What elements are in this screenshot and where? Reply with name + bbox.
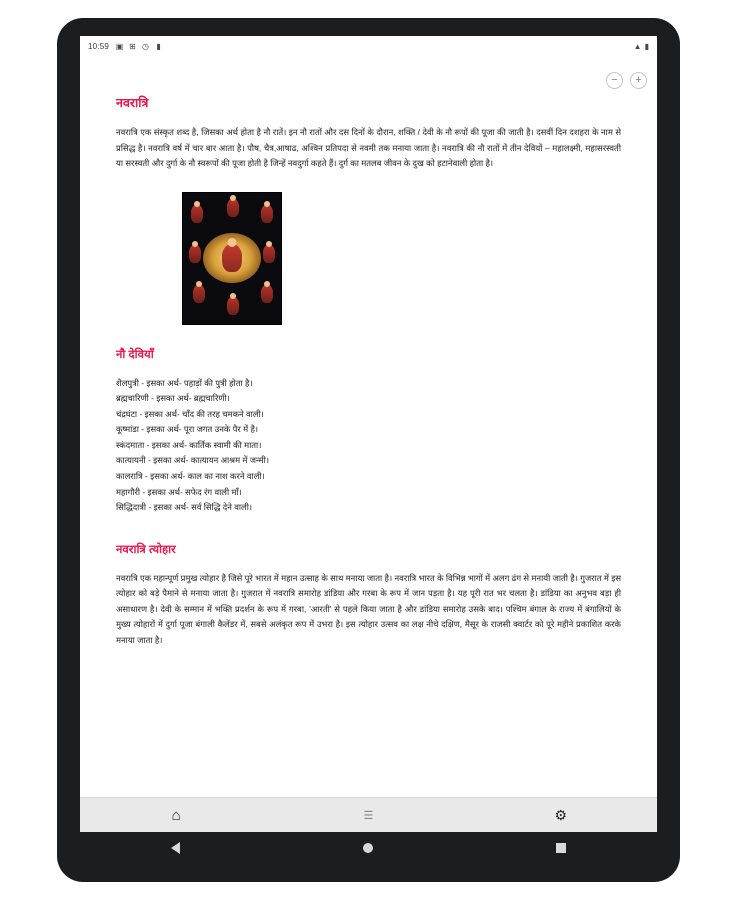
list-item: कूष्मांडा - इसका अर्थ- पूरा जगत उनके पैर में है। xyxy=(116,424,259,435)
grid-icon: ⊞ xyxy=(129,41,136,51)
list-item: कात्यायनी - इसका अर्थ- कात्यायन आश्रम में जन्मी। xyxy=(116,455,270,466)
wifi-icon: ▲ xyxy=(633,41,642,51)
home-button[interactable] xyxy=(363,843,373,853)
settings-icon[interactable]: ⚙ xyxy=(554,807,568,823)
deity-figure xyxy=(189,245,201,263)
deity-figure xyxy=(191,205,203,223)
list-item: सिद्धिदात्री - इसका अर्थ- सर्व सिद्धि देने वाली। xyxy=(116,502,253,513)
list-item: कालरात्रि - इसका अर्थ- काल का नाश करने वाली। xyxy=(116,471,265,482)
page-title: नवरात्रि xyxy=(116,96,149,110)
central-deity-figure xyxy=(222,244,242,272)
home-icon[interactable]: ⌂ xyxy=(171,807,181,824)
section-title-nine-goddesses: नौ देवियाँ xyxy=(116,348,154,361)
status-right-icons xyxy=(634,42,649,51)
deity-figure xyxy=(261,205,273,223)
deity-figure xyxy=(263,245,275,263)
list-icon[interactable]: ☰ xyxy=(363,810,374,822)
status-left-icons xyxy=(115,42,163,51)
list-item: महागौरी - इसका अर्थ- सफेद रंग वाली माँ। xyxy=(116,486,242,497)
recents-button[interactable] xyxy=(556,843,566,853)
deity-list xyxy=(116,376,621,516)
tablet-device-frame xyxy=(57,18,680,882)
back-button[interactable] xyxy=(171,842,180,854)
list-item: चंद्रघंटा - इसका अर्थ- चाँद की तरह चमकने वाली। xyxy=(116,408,264,419)
intro-paragraph: नवरात्रि एक संस्कृत शब्द है, जिसका अर्थ होता है नौ रातें। इन नौ रातों और दस दिनों के दौरान, शक्ति / देवी के नौ रूपों की पूजा की जाती है। दसवीं दिन दशहरा के नाम से प्रसिद्ध है। नवरात्रि वर्ष में चार बार आता है। पौष, चैत्र,आषाढ, अश्विन प्रतिपदा से नवमी तक मनाया जाता है। नवरात्रि की नौ रातों में तीन देवियों – महालक्ष्मी, महासरस्वती या सरस्वती और दुर्गा के नौ स्वरूपों की पूजा होती है जिन्हें नवदुर्गा कहते हैं। दुर्ग का मतलब जीवन के दुख को हटानेवाली होता है। xyxy=(116,127,621,168)
status-clock: 10:59 xyxy=(88,41,110,51)
zoom-controls xyxy=(606,72,647,89)
list-item: ब्रह्मचारिणी - इसका अर्थ- ब्रह्मचारिणी। xyxy=(116,393,230,404)
deity-figure xyxy=(227,297,239,315)
deity-figure xyxy=(193,285,205,303)
app-bottom-bar xyxy=(80,797,657,832)
festival-paragraph: नवरात्रि एक महान्पूर्ण प्रमुख त्योहार है जिसे पूरे भारत में महान उत्साह के साथ मनाया जाता है। नवरात्रि भारत के विभिन्न भागों में अलग ढंग से मनायी जाती है। गुजरात में इस त्योहार को बड़े पैमाने से मनाया जाता है। गुजरात में नवरात्रि समारोह डांडिया और गरबा के रूप में जान पड़ता है। यह पूरी रात भर चलता है। डांडिया का अनुभव बड़ा ही असाधारण है। देवी के सम्मान में भक्ति प्रदर्शन के रूप में गरबा, 'आरती' से पहले किया जाता है और डांडिया समारोह उसके बाद। पश्चिम बंगाल के राज्य में बंगालियों के मुख्य त्योहारों में दुर्गा पूजा बंगाली कैलेंडर में, सबसे अलंकृत रूप में उभरा है। इस त्योहार उत्सव का लक्ष नीचे दक्षिण, मैसूर के राजसी क्वार्टर को पूरे महीने प्रकाशित करके मनाया जाता है। xyxy=(116,572,621,645)
list-item: स्कंदमाता - इसका अर्थ- कार्तिक स्वामी की माता। xyxy=(116,439,262,450)
clock-icon: ◷ xyxy=(142,41,150,51)
list-item: शैलपुत्री - इसका अर्थ- पहाड़ों की पुत्री होता है। xyxy=(116,377,253,388)
android-nav-bar xyxy=(80,832,657,864)
battery-icon: ▮ xyxy=(644,41,649,51)
section-title-festival: नवरात्रि त्योहार xyxy=(116,543,176,556)
deity-figure xyxy=(261,285,273,303)
document-viewer[interactable] xyxy=(80,56,657,797)
tablet-screen xyxy=(80,36,657,832)
article-body xyxy=(80,56,657,674)
zoom-out-button[interactable]: − xyxy=(606,72,623,89)
navdurga-painting-image xyxy=(182,192,282,325)
photo-icon: ▣ xyxy=(115,41,124,51)
deity-figure xyxy=(227,199,239,217)
battery-saver-icon: ▮ xyxy=(156,41,161,51)
status-bar xyxy=(80,36,657,56)
zoom-in-button[interactable]: + xyxy=(630,72,647,89)
